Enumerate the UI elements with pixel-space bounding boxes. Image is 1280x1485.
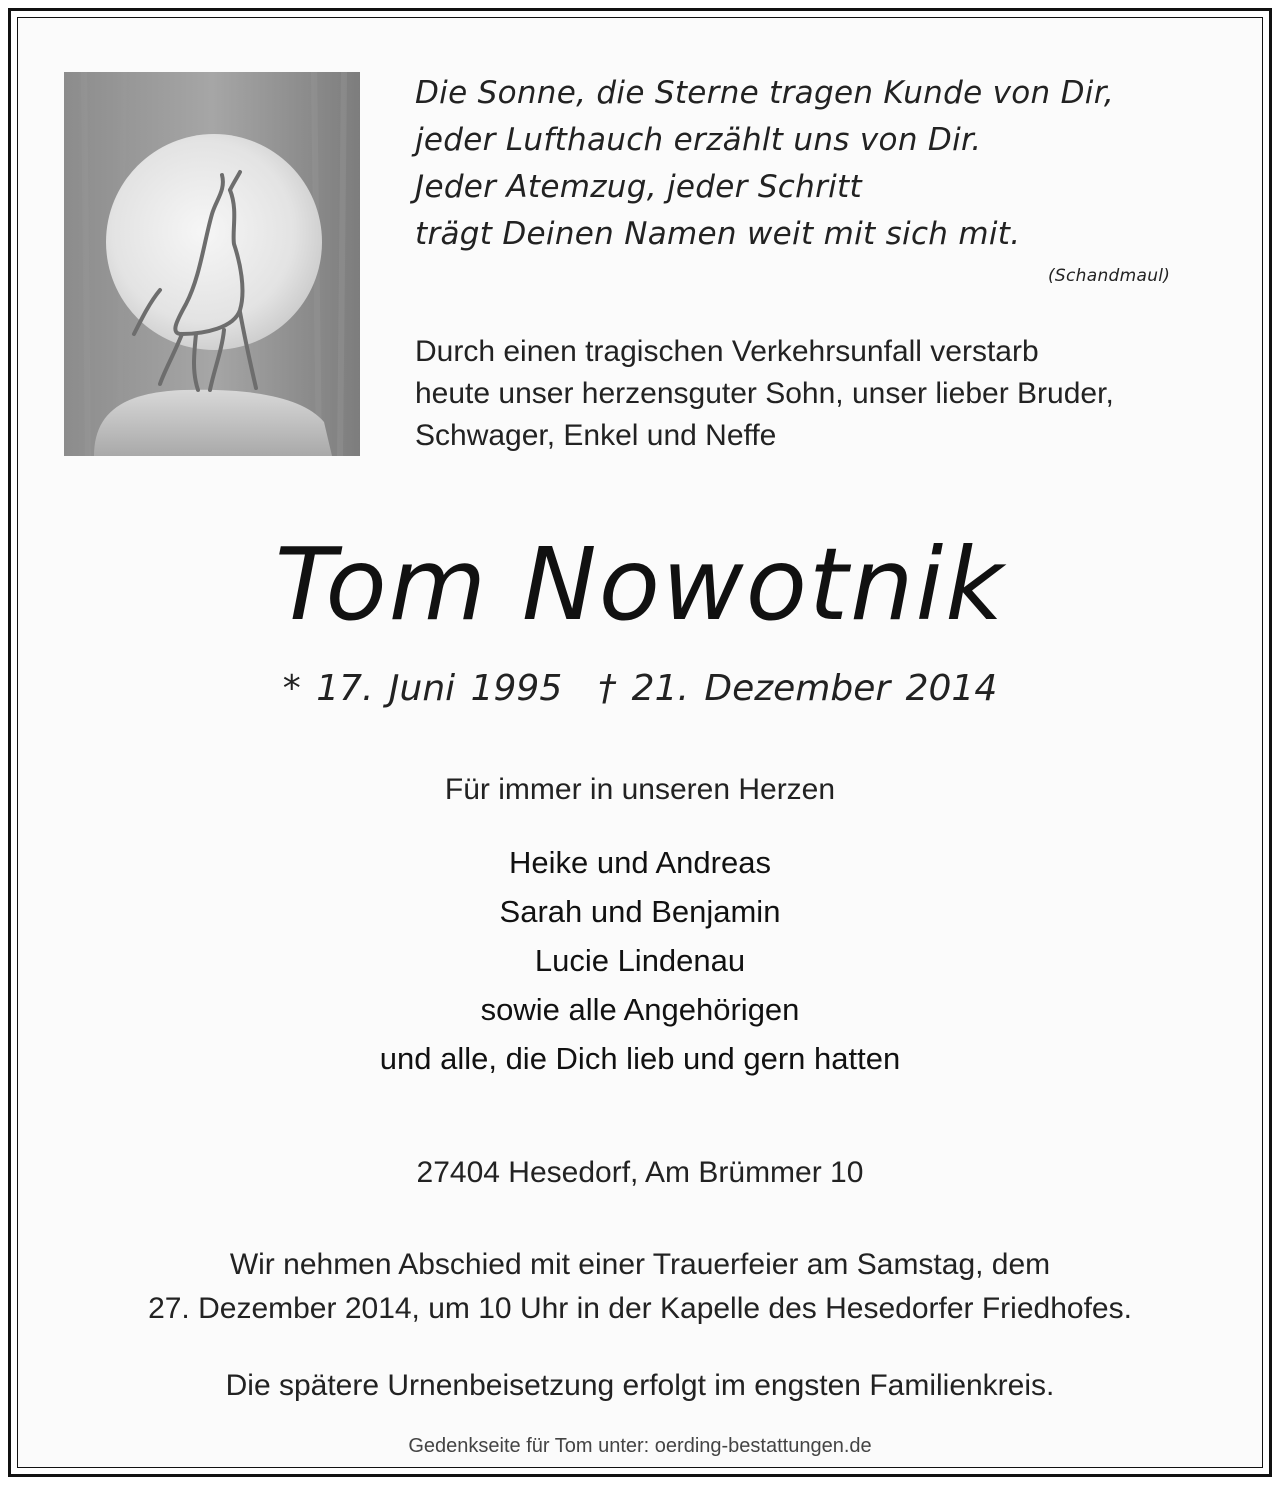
- intro-line: Schwager, Enkel und Neffe: [415, 419, 777, 452]
- family-address: 27404 Hesedorf, Am Brümmer 10: [416, 1156, 864, 1189]
- intro-text: [415, 331, 1235, 457]
- funeral-notice-line: Wir nehmen Abschied mit einer Trauerfeier am Samstag, dem: [229, 1248, 1051, 1281]
- poem-line: Die Sonne, die Sterne tragen Kunde von Dir,: [415, 75, 1115, 111]
- signer-line: Sarah und Benjamin: [499, 894, 781, 929]
- urn-burial-note: Die spätere Urnenbeisetzung erfolgt im engsten Familienkreis.: [225, 1369, 1055, 1402]
- signer-line: und alle, die Dich lieb und gern hatten: [379, 1041, 901, 1076]
- signers-list: [0, 838, 1280, 1083]
- birth-date: * 17. Juni 1995: [282, 668, 563, 709]
- signer-line: Heike und Andreas: [509, 845, 771, 880]
- funeral-notice-line: 27. Dezember 2014, um 10 Uhr in der Kapelle des Hesedorfer Friedhofes.: [148, 1292, 1132, 1325]
- poem-line: trägt Deinen Namen weit mit sich mit.: [415, 216, 1021, 252]
- poem-line: Jeder Atemzug, jeder Schritt: [415, 169, 862, 205]
- poem: [415, 70, 1215, 258]
- poem-line: jeder Lufthauch erzählt uns von Dir.: [415, 122, 982, 158]
- intro-line: heute unser herzensguter Sohn, unser lieber Bruder,: [415, 377, 1114, 410]
- intro-line: Durch einen tragischen Verkehrsunfall verstarb: [415, 335, 1039, 368]
- life-dates: [0, 664, 1280, 714]
- poem-source: (Schandmaul): [1048, 266, 1171, 286]
- funeral-notice: [0, 1243, 1280, 1331]
- signer-line: sowie alle Angehörigen: [480, 992, 800, 1027]
- signer-line: Lucie Lindenau: [534, 943, 746, 978]
- death-date: † 21. Dezember 2014: [598, 668, 998, 709]
- deceased-name: Tom Nowotnik: [274, 526, 1006, 643]
- in-our-hearts: Für immer in unseren Herzen: [444, 773, 836, 806]
- memorial-page-link[interactable]: Gedenkseite für Tom unter: oerding-bestattungen.de: [408, 1435, 872, 1457]
- moon-wolf-image: [64, 72, 360, 456]
